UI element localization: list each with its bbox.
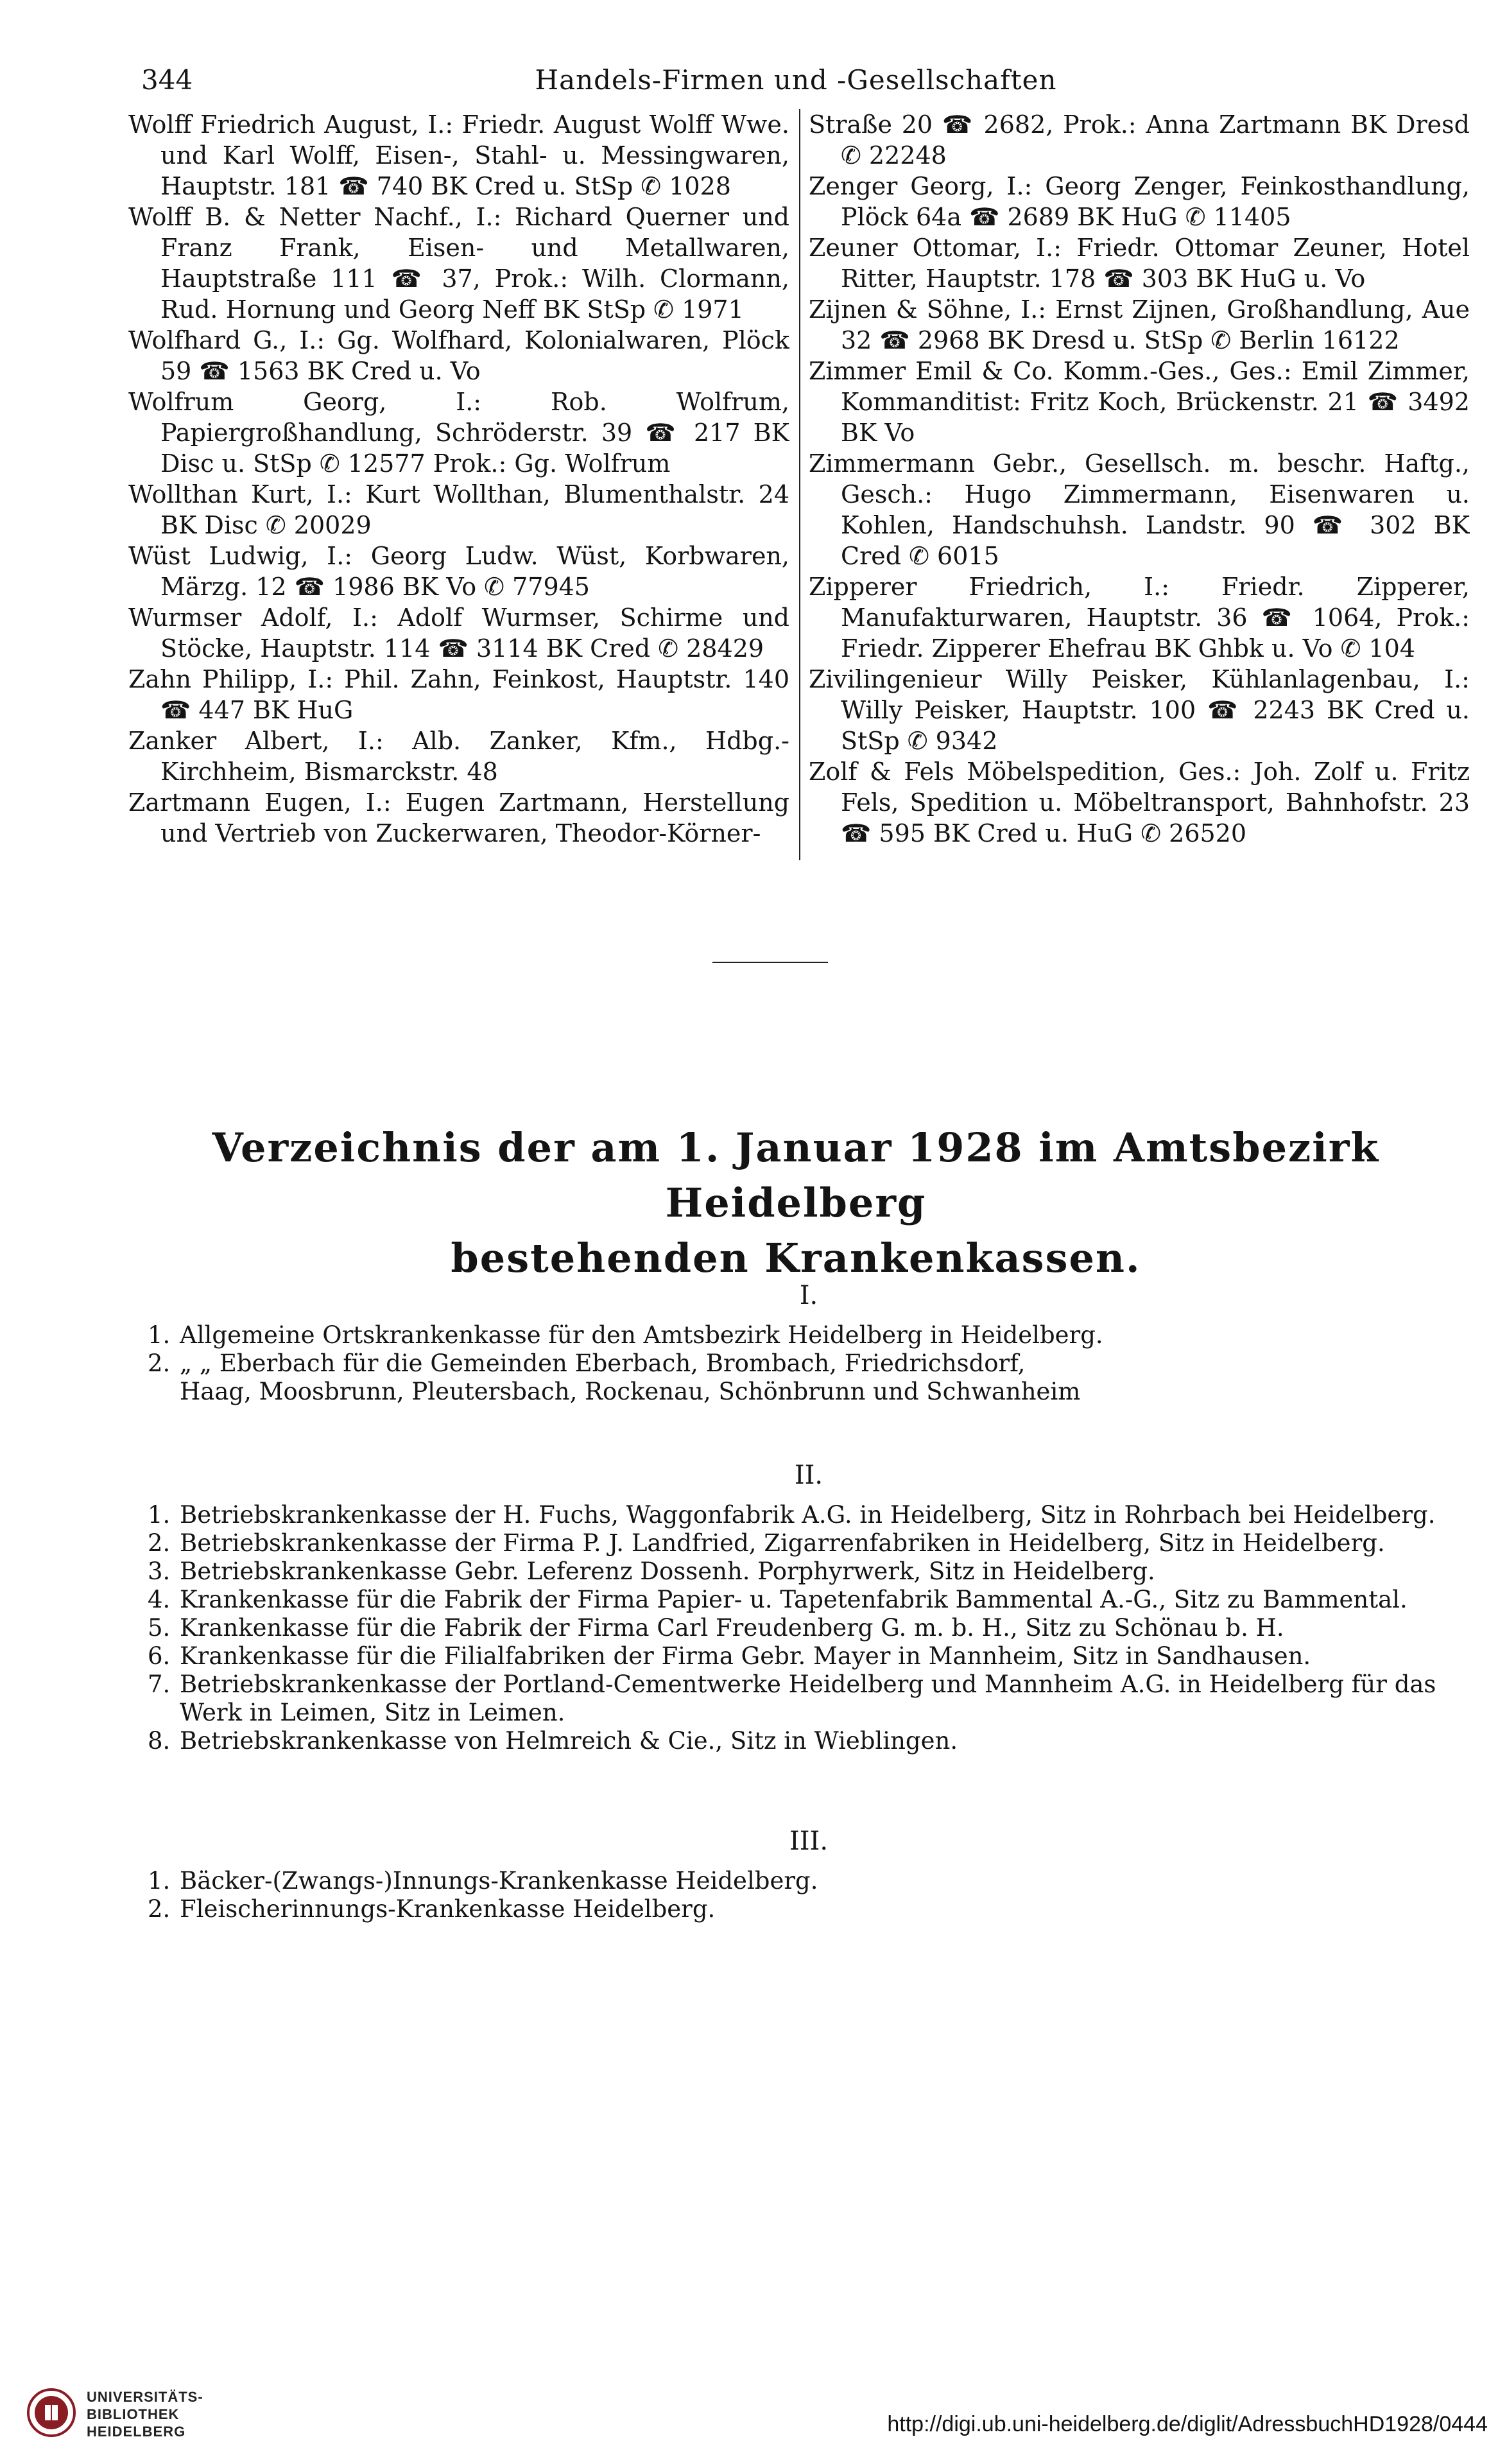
list-item xyxy=(148,1501,1470,1529)
list-item: Zartmann Eugen, I.: Eugen Zartmann, Herstellung und Vertrieb von Zuckerwaren, Theodor-Körner- xyxy=(128,788,789,847)
item-text: Krankenkasse für die Filialfabriken der Firma Gebr. Mayer in Mannheim, Sitz in Sandhausen. xyxy=(180,1642,1311,1670)
list-item xyxy=(148,1378,1470,1406)
list-item xyxy=(148,1670,1470,1699)
section-numeral: I. xyxy=(799,1281,818,1310)
list-item: Zenger Georg, I.: Georg Zenger, Feinkosthandlung, Plöck 64a ☎ 2689 BK HuG ✆ 11405 xyxy=(809,172,1470,231)
section-numeral: II. xyxy=(794,1461,823,1490)
item-text: Fleischerinnungs-Krankenkasse Heidelberg. xyxy=(180,1895,716,1923)
list-item: Wolfrum Georg, I.: Rob. Wolfrum, Papiergroßhandlung, Schröderstr. 39 ☎ 217 BK Disc u. StSp ✆ 12577 Prok.: Gg. Wolfrum xyxy=(128,388,789,478)
item-text: Werk in Leimen, Sitz in Leimen. xyxy=(180,1699,565,1726)
list-item xyxy=(148,1699,1470,1727)
item-text: Betriebskrankenkasse der Firma P. J. Landfried, Zigarrenfabriken in Heidelberg, Sitz in Heidelberg. xyxy=(180,1529,1385,1557)
list-item: Wolff Friedrich August, I.: Friedr. August Wolff Wwe. und Karl Wolff, Eisen-, Stahl- u. Messingwaren, Hauptstr. 181 ☎ 740 BK Cred u. StSp ✆ 1028 xyxy=(128,110,789,200)
list-item: Zijnen & Söhne, I.: Ernst Zijnen, Großhandlung, Aue 32 ☎ 2968 BK Dresd u. StSp ✆ Berlin 16122 xyxy=(809,295,1470,354)
item-text: Bäcker-(Zwangs-)Innungs-Krankenkasse Heidelberg. xyxy=(180,1867,818,1895)
list-item xyxy=(148,1867,1470,1895)
list-item: Zimmer Emil & Co. Komm.-Ges., Ges.: Emil Zimmer, Kommanditist: Fritz Koch, Brückenstr. 21 ☎ 3492 BK Vo xyxy=(809,357,1470,447)
item-number: 1. xyxy=(148,1501,171,1529)
list-item: Zolf & Fels Möbelspedition, Ges.: Joh. Zolf u. Fritz Fels, Spedition u. Möbeltransport, Bahnhofstr. 23 ☎ 595 BK Cred u. HuG ✆ 26520 xyxy=(809,758,1470,847)
list-item xyxy=(148,1321,1470,1349)
item-number: 2. xyxy=(148,1529,171,1557)
list-item: Wollthan Kurt, I.: Kurt Wollthan, Blumenthalstr. 24 BK Disc ✆ 20029 xyxy=(128,480,789,539)
list-item xyxy=(148,1614,1470,1642)
page-header xyxy=(128,64,1463,103)
item-text: Krankenkasse für die Fabrik der Firma Carl Freudenberg G. m. b. H., Sitz zu Schönau b. H. xyxy=(180,1614,1284,1642)
item-number: 8. xyxy=(148,1727,171,1755)
library-logo xyxy=(26,2382,231,2446)
item-number: 7. xyxy=(148,1670,171,1698)
item-number: 6. xyxy=(148,1642,171,1670)
directory-columns xyxy=(128,109,1470,886)
list-item xyxy=(148,1349,1470,1378)
item-number: 2. xyxy=(148,1895,171,1923)
left-column xyxy=(128,109,789,886)
page-number: 344 xyxy=(141,64,193,96)
item-number: 2. xyxy=(148,1349,171,1377)
item-number: 1. xyxy=(148,1867,171,1895)
list-item: Zahn Philipp, I.: Phil. Zahn, Feinkost, Hauptstr. 140 ☎ 447 BK HuG xyxy=(128,665,789,724)
list-item: Zipperer Friedrich, I.: Friedr. Zipperer, Manufakturwaren, Hauptstr. 36 ☎ 1064, Prok.: Friedr. Zipperer Ehefrau BK Ghbk u. Vo ✆ 104 xyxy=(809,573,1470,663)
list-item xyxy=(148,1642,1470,1670)
logo-text xyxy=(87,2388,203,2440)
logo-line: HEIDELBERG xyxy=(87,2424,186,2440)
list-item: Zivilingenieur Willy Peisker, Kühlanlagenbau, I.: Willy Peisker, Hauptstr. 100 ☎ 2243 BK Cred u. StSp ✆ 9342 xyxy=(809,665,1470,755)
source-url-link[interactable]: http://digi.ub.uni-heidelberg.de/diglit/AdressbuchHD1928/0444 xyxy=(887,2412,1488,2436)
list-item: Wüst Ludwig, I.: Georg Ludw. Wüst, Korbwaren, Märzg. 12 ☎ 1986 BK Vo ✆ 77945 xyxy=(128,542,789,601)
list-item xyxy=(148,1895,1470,1923)
section-iii xyxy=(148,1823,1470,1923)
list-item: Zimmermann Gebr., Gesellsch. m. beschr. Haftg., Gesch.: Hugo Zimmermann, Eisenwaren u. Kohlen, Handschuhsh. Landstr. 90 ☎ 302 BK Cred ✆ 6015 xyxy=(809,449,1470,570)
list-item xyxy=(148,1557,1470,1586)
list-item: Zanker Albert, I.: Alb. Zanker, Kfm., Hdbg.-Kirchheim, Bismarckstr. 48 xyxy=(128,727,789,786)
list-item: Wolff B. & Netter Nachf., I.: Richard Querner und Franz Frank, Eisen- und Metallwaren, Hauptstraße 111 ☎ 37, Prok.: Wilh. Clormann, Rud. Hornung und Georg Neff BK StSp ✆ 1971 xyxy=(128,203,789,324)
section-ii xyxy=(148,1457,1470,1755)
right-column xyxy=(809,109,1470,886)
item-number: 3. xyxy=(148,1557,171,1585)
list-item: Straße 20 ☎ 2682, Prok.: Anna Zartmann BK Dresd ✆ 22248 xyxy=(809,110,1470,169)
item-text: Betriebskrankenkasse von Helmreich & Cie., Sitz in Wieblingen. xyxy=(180,1727,958,1755)
item-text: Betriebskrankenkasse der Portland-Cementwerke Heidelberg und Mannheim A.G. in Heidelberg für das xyxy=(180,1670,1436,1698)
item-text: Krankenkasse für die Fabrik der Firma Papier- u. Tapetenfabrik Bammental A.-G., Sitz zu Bammental. xyxy=(180,1586,1408,1613)
item-number: 4. xyxy=(148,1586,171,1613)
list-item xyxy=(148,1586,1470,1614)
section-i xyxy=(148,1278,1470,1406)
library-seal-icon xyxy=(26,2387,77,2438)
item-number: 5. xyxy=(148,1614,171,1642)
section-numeral: III. xyxy=(789,1826,829,1856)
item-number: 1. xyxy=(148,1321,171,1349)
list-item xyxy=(148,1529,1470,1557)
column-divider xyxy=(799,109,800,860)
list-item: Zeuner Ottomar, I.: Friedr. Ottomar Zeuner, Hotel Ritter, Hauptstr. 178 ☎ 303 BK HuG u. Vo xyxy=(809,234,1470,293)
list-item: Wolfhard G., I.: Gg. Wolfhard, Kolonialwaren, Plöck 59 ☎ 1563 BK Cred u. Vo xyxy=(128,326,789,385)
logo-line: UNIVERSITÄTS- xyxy=(87,2389,203,2405)
item-text: „ „ Eberbach für die Gemeinden Eberbach, Brombach, Friedrichsdorf, xyxy=(180,1349,1026,1377)
section-separator xyxy=(712,962,828,963)
running-title: Handels-Firmen und -Gesellschaften xyxy=(535,64,1057,96)
list-item: Wurmser Adolf, I.: Adolf Wurmser, Schirme und Stöcke, Hauptstr. 114 ☎ 3114 BK Cred ✆ 28429 xyxy=(128,603,789,663)
logo-line: BIBLIOTHEK xyxy=(87,2406,180,2422)
list-item xyxy=(148,1727,1470,1755)
title-line-1: Verzeichnis der am 1. Januar 1928 im Amtsbezirk Heidelberg xyxy=(212,1124,1380,1226)
item-text: Betriebskrankenkasse Gebr. Leferenz Dossenh. Porphyrwerk, Sitz in Heidelberg. xyxy=(180,1557,1155,1585)
page-title xyxy=(128,1120,1463,1286)
item-text: Allgemeine Ortskrankenkasse für den Amtsbezirk Heidelberg in Heidelberg. xyxy=(180,1321,1103,1349)
title-line-2: bestehenden Krankenkassen. xyxy=(451,1235,1141,1281)
item-text: Haag, Moosbrunn, Pleutersbach, Rockenau, Schönbrunn und Schwanheim xyxy=(180,1378,1081,1405)
item-text: Betriebskrankenkasse der H. Fuchs, Waggonfabrik A.G. in Heidelberg, Sitz in Rohrbach bei Heidelberg. xyxy=(180,1501,1436,1529)
